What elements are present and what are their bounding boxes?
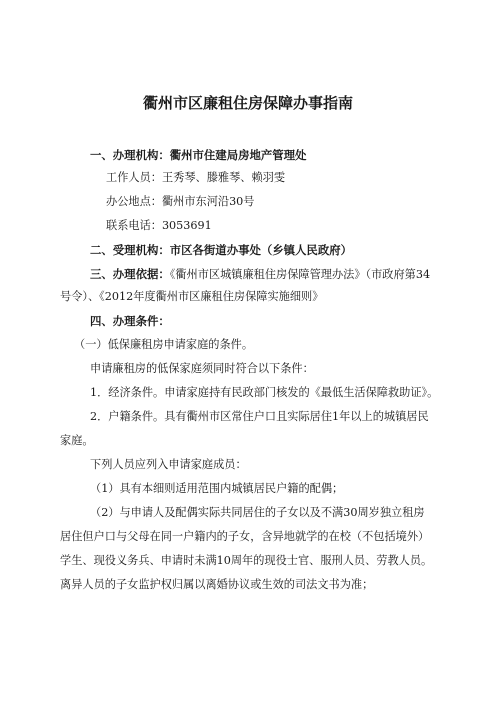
- section2-heading: 二、受理机构：市区各街道办事处（乡镇人民政府）: [90, 243, 352, 257]
- address-line: 办公地点：衢州市东河沿30号: [106, 195, 255, 208]
- section4-heading: 四、办理条件：: [90, 314, 170, 328]
- condition-2-line1: 2．户籍条件。具有衢州市区常住户口且实际居住1年以上的城镇居民: [90, 410, 429, 423]
- member-1: （1）具有本细则适用范围内城镇居民户籍的配偶；: [90, 482, 344, 495]
- section4-intro: 申请廉租房的低保家庭须同时符合以下条件：: [90, 362, 314, 375]
- section3-text-2: 号令）、《2012年度衢州市区廉租住房保障实施细则》: [60, 290, 324, 303]
- document-title: 衢州市区廉租住房保障办事指南: [142, 94, 353, 112]
- member-2-line4: 离异人员的子女监护权归属以离婚协议或生效的司法文书为准；: [60, 578, 374, 591]
- members-intro: 下列人员应列入申请家庭成员：: [90, 458, 247, 471]
- member-2-line2: 居住但户口与父母在同一户籍内的子女，含异地就学的在校（不包括境外）: [60, 530, 430, 543]
- phone-line: 联系电话：3053691: [106, 219, 212, 232]
- section3-heading: 三、办理依据：: [90, 267, 170, 281]
- staff-line: 工作人员：王秀琴、滕雅琴、赖羽雯: [106, 171, 286, 184]
- section3-text-1: 《衢州市区城镇廉租住房保障管理办法》（市政府第34: [169, 268, 431, 281]
- section3-line1: [90, 266, 430, 283]
- condition-1: 1．经济条件。申请家庭持有民政部门核发的《最低生活保障救助证》。: [90, 386, 439, 399]
- member-2-line3: 学生、现役义务兵、申请时未满10周年的现役士官、服刑人员、劳教人员。: [60, 554, 433, 567]
- member-2-line1: （2）与申请人及配偶实际共同居住的子女以及不满30周岁独立租房: [90, 506, 425, 519]
- condition-2-line2: 家庭。: [60, 434, 94, 447]
- section4-sub1: （一）低保廉租房申请家庭的条件。: [74, 338, 254, 351]
- section1-heading: 一、办理机构：衢州市住建局房地产管理处: [90, 148, 307, 162]
